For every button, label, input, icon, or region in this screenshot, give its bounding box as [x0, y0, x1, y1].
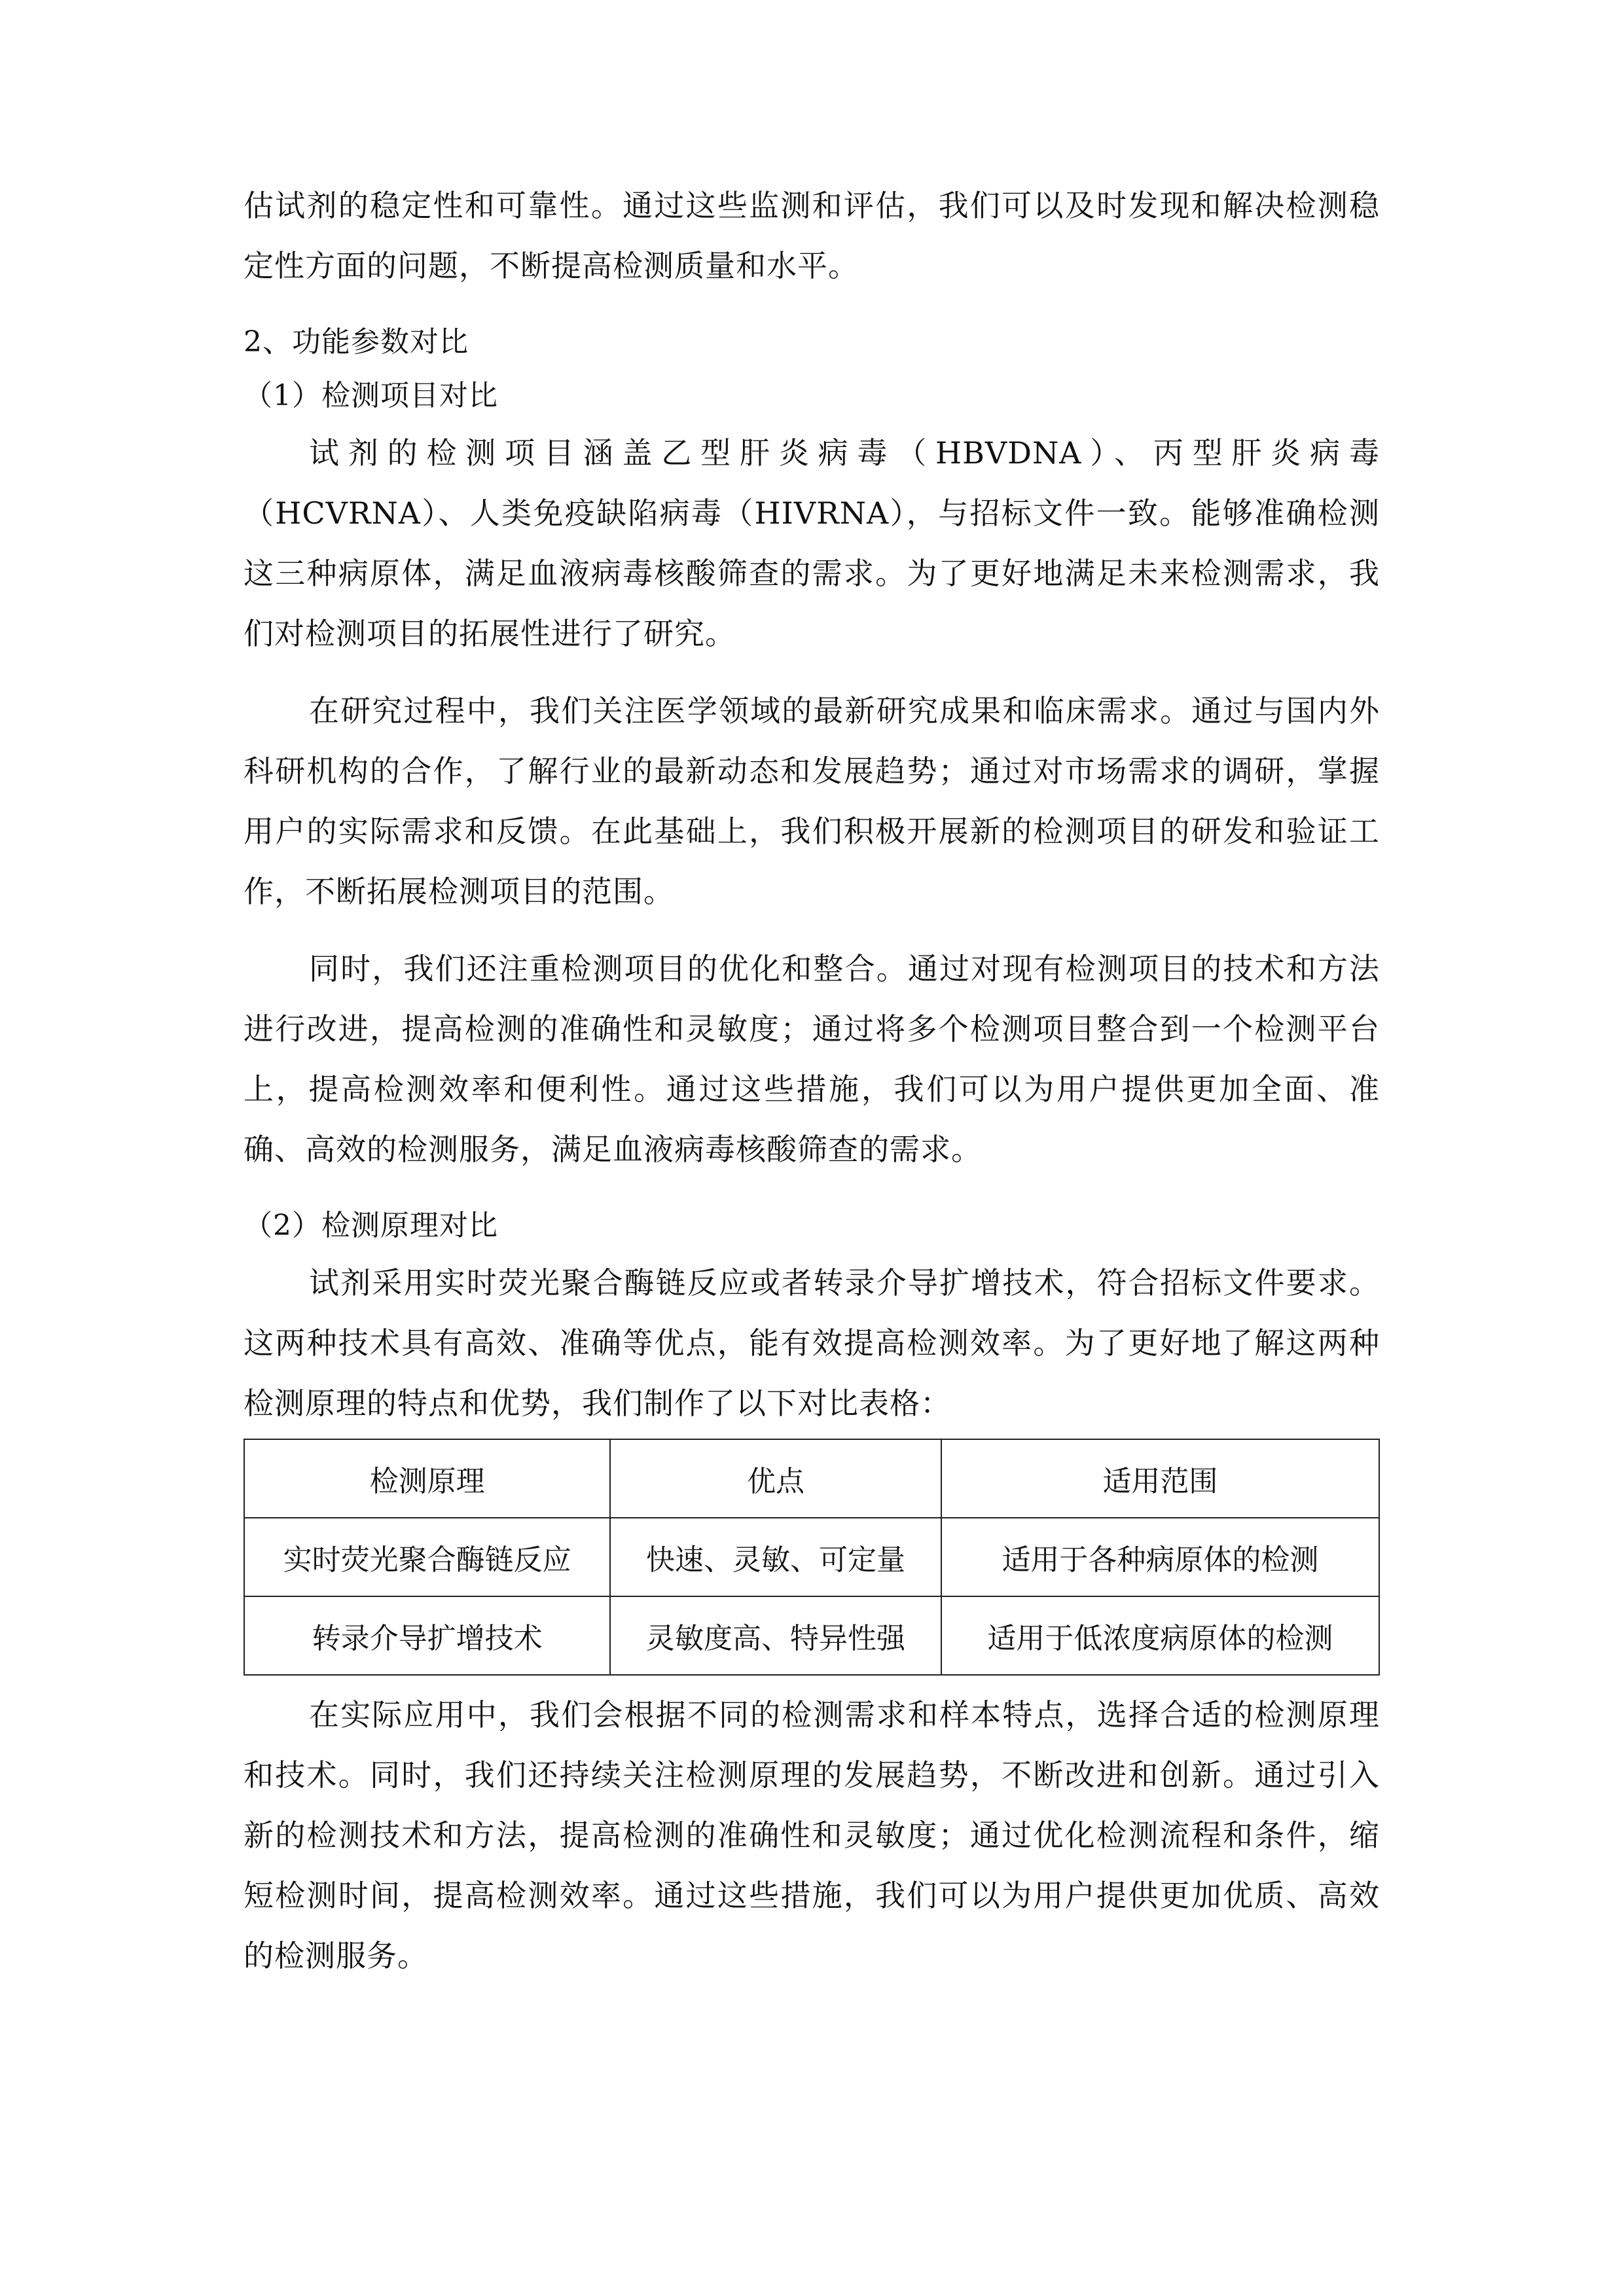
subsection-heading-principle: （2）检测原理对比 [244, 1209, 498, 1242]
table-row [244, 1518, 1379, 1596]
paragraph-principle-intro: 试剂采用实时荧光聚合酶链反应或者转录介导扩增技术，符合招标文件要求。这两种技术具有高效、准确等优点，能有效提高检测效率。为了更好地了解这两种检测原理的特点和优势，我们制作了以下对比表格： [244, 1265, 1380, 1421]
table-cell: 适用于低浓度病原体的检测 [941, 1596, 1379, 1675]
table-header-cell: 优点 [610, 1439, 941, 1518]
paragraph-principle-conclusion: 在实际应用中，我们会根据不同的检测需求和样本特点，选择合适的检测原理和技术。同时，我们还持续关注检测原理的发展趋势，不断改进和创新。通过引入新的检测技术和方法，提高检测的准确性和灵敏度；通过优化检测流程和条件，缩短检测时间，提高检测效率。通过这些措施，我们可以为用户提供更加优质、高效的检测服务。 [244, 1697, 1380, 1973]
table-header-cell: 适用范围 [941, 1439, 1379, 1518]
table-cell: 转录介导扩增技术 [244, 1596, 610, 1675]
table-cell: 灵敏度高、特异性强 [610, 1596, 941, 1675]
paragraph-test-items-coverage: 试剂的检测项目涵盖乙型肝炎病毒（HBVDNA）、丙型肝炎病毒（HCVRNA）、人类免疫缺陷病毒（HIVRNA），与招标文件一致。能够准确检测这三种病原体，满足血液病毒核酸筛查的需求。为了更好地满足未来检测需求，我们对检测项目的拓展性进行了研究。 [244, 435, 1380, 651]
table-cell: 适用于各种病原体的检测 [941, 1518, 1379, 1596]
paragraph-stability-continued: 估试剂的稳定性和可靠性。通过这些监测和评估，我们可以及时发现和解决检测稳定性方面的问题，不断提高检测质量和水平。 [244, 188, 1380, 283]
table-header-cell: 检测原理 [244, 1439, 610, 1518]
table-cell: 实时荧光聚合酶链反应 [244, 1518, 610, 1596]
paragraph-optimization: 同时，我们还注重检测项目的优化和整合。通过对现有检测项目的技术和方法进行改进，提高检测的准确性和灵敏度；通过将多个检测项目整合到一个检测平台上，提高检测效率和便利性。通过这些措施，我们可以为用户提供更加全面、准确、高效的检测服务，满足血液病毒核酸筛查的需求。 [244, 951, 1380, 1167]
section-heading-function-params: 2、功能参数对比 [244, 325, 469, 359]
table-cell: 快速、灵敏、可定量 [610, 1518, 941, 1596]
subsection-heading-test-items: （1）检测项目对比 [244, 379, 498, 412]
document-page [244, 175, 1380, 1986]
paragraph-research-process: 在研究过程中，我们关注医学领域的最新研究成果和临床需求。通过与国内外科研机构的合作，了解行业的最新动态和发展趋势；通过对市场需求的调研，掌握用户的实际需求和反馈。在此基础上，我们积极开展新的检测项目的研发和验证工作，不断拓展检测项目的范围。 [244, 693, 1380, 909]
table-header-row [244, 1439, 1379, 1518]
principle-comparison-table [244, 1439, 1380, 1676]
table-row [244, 1596, 1379, 1675]
